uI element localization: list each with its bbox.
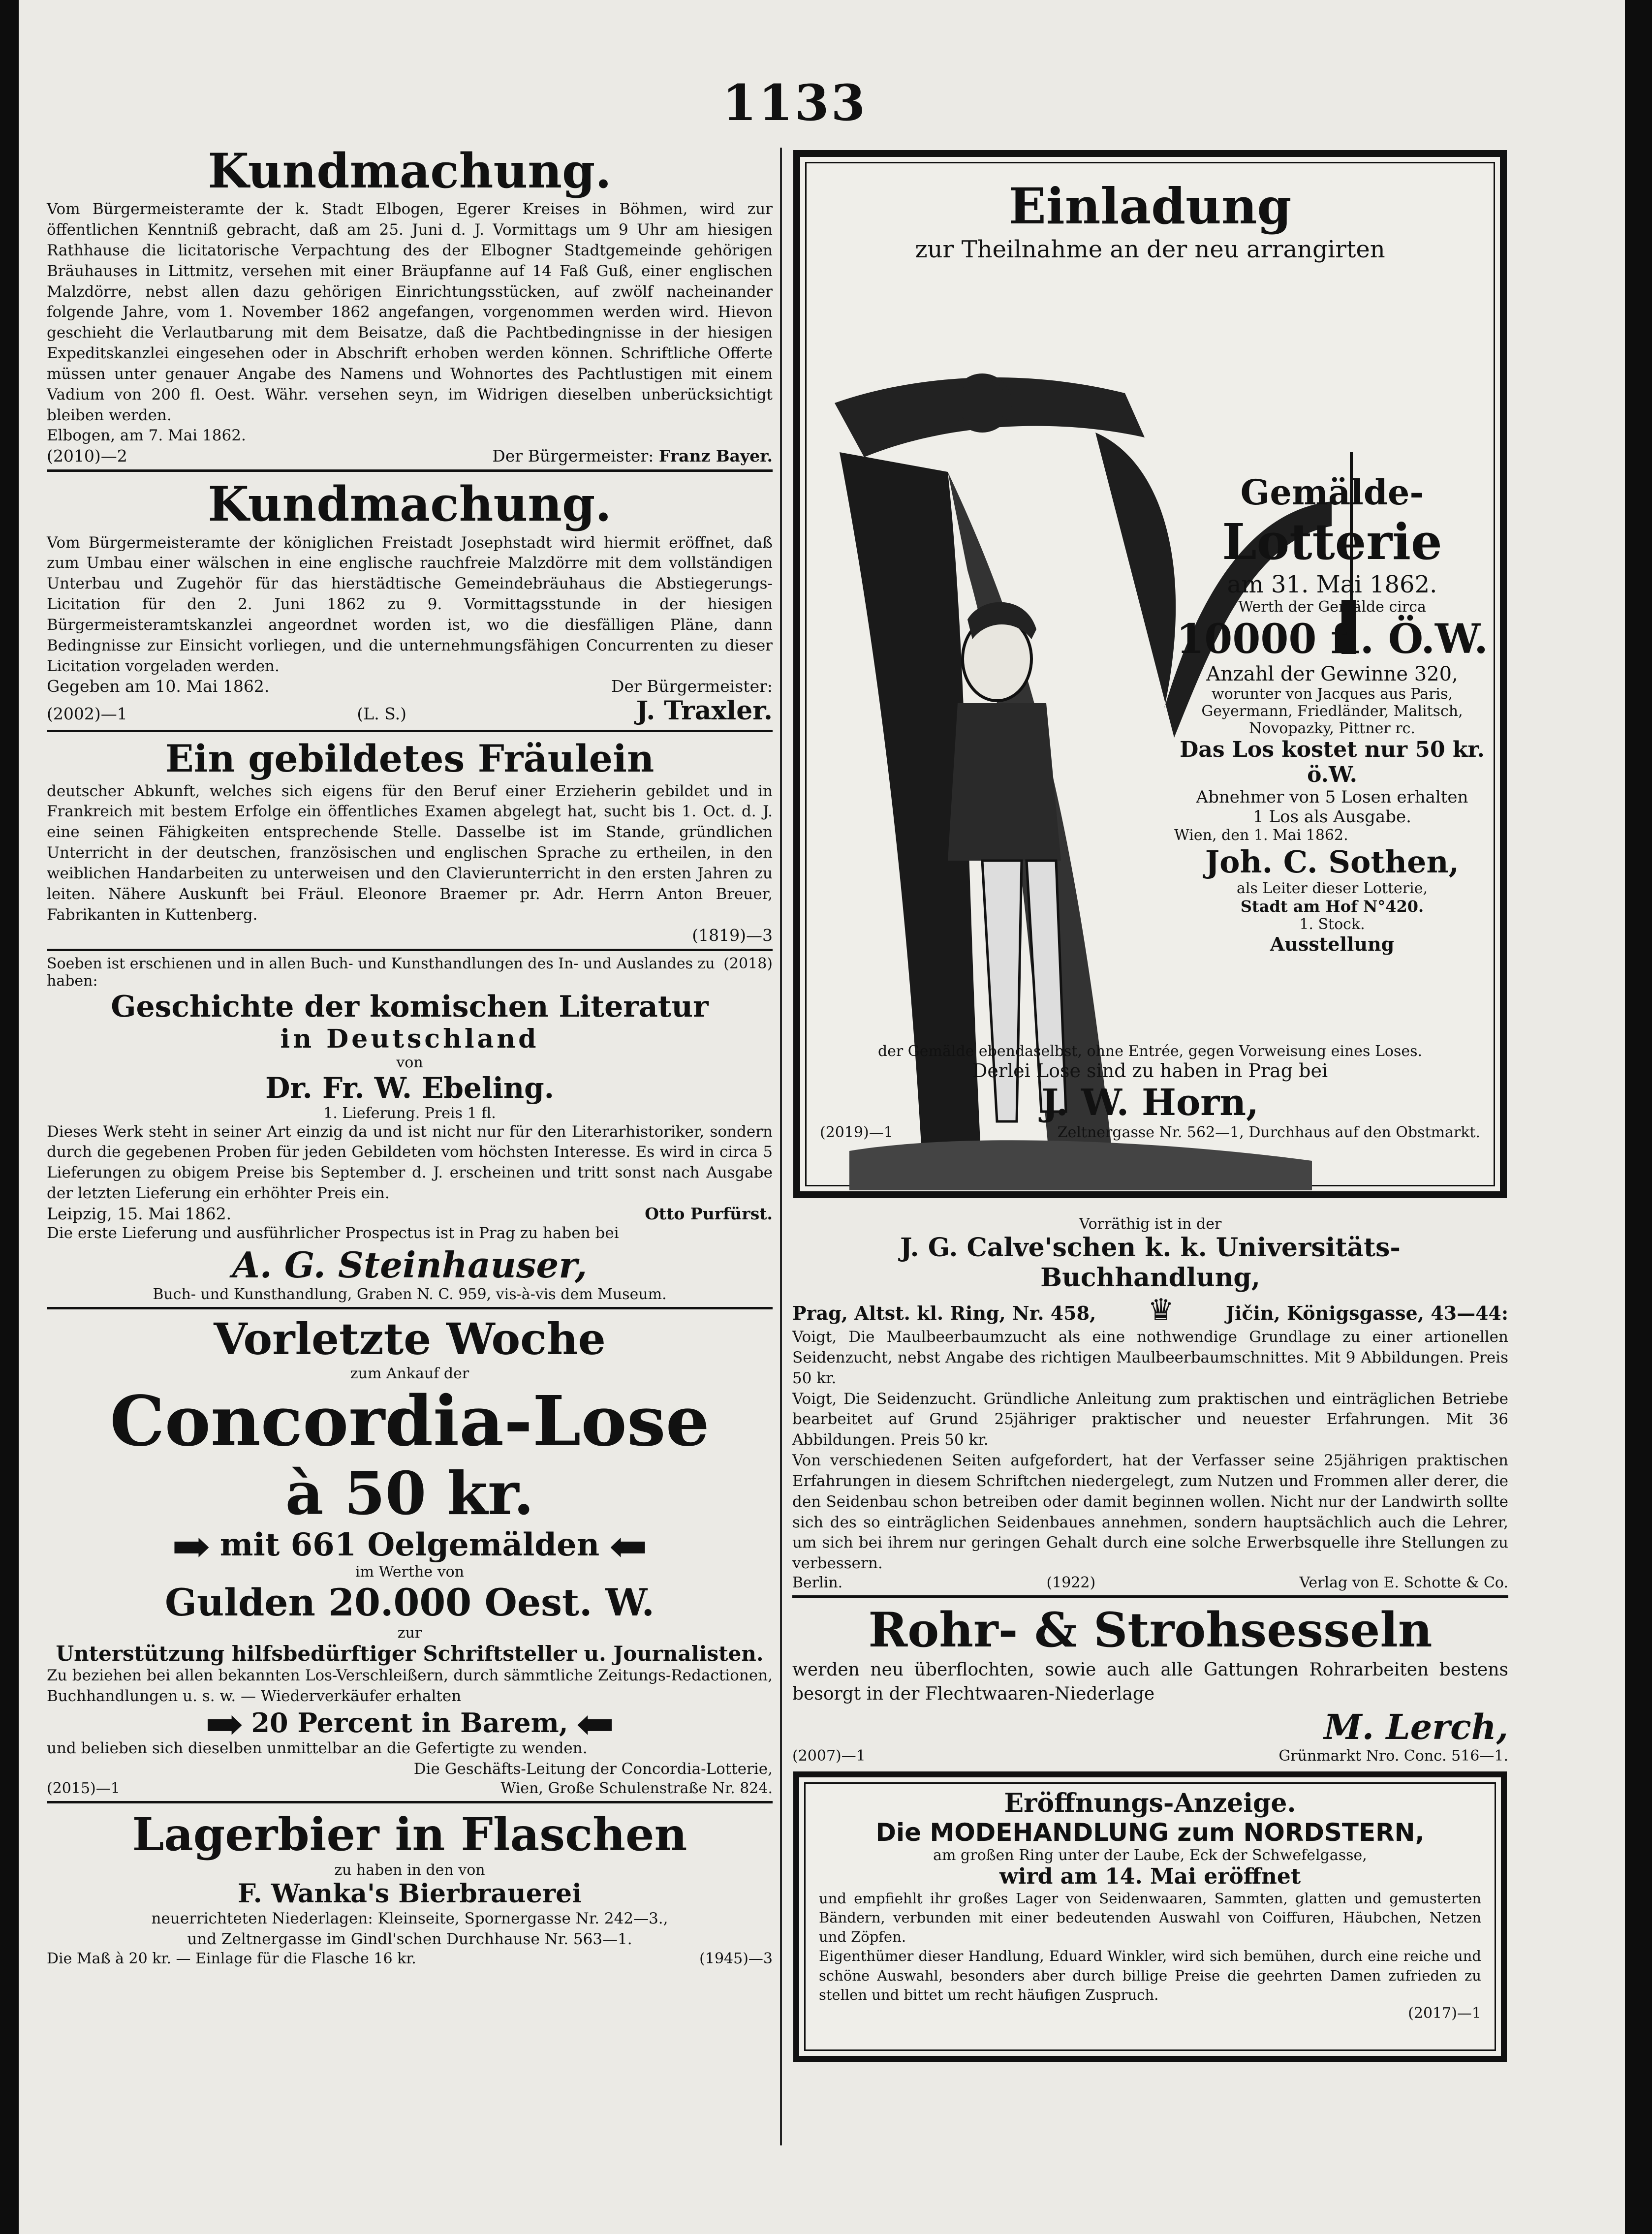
kundmachung-elbogen — [47, 143, 773, 465]
book-lieferung: 1. Lieferung. Preis 1 fl. — [323, 1104, 496, 1122]
sign-name: Franz Bayer. — [658, 446, 773, 466]
calve-l2: J. G. Calve'schen k. k. Universitäts-Buchhandlung, — [900, 1233, 1401, 1293]
pointing-hand-icon — [174, 1538, 209, 1557]
ad-date: Gegeben am 10. Mai 1862. — [47, 677, 270, 696]
pointing-hand-icon — [208, 1715, 242, 1735]
concordia-l2: zum Ankauf der — [350, 1365, 469, 1383]
einladung-frame — [793, 150, 1507, 1198]
lerch-address: Grünmarkt Nro. Conc. 516—1. — [1278, 1747, 1508, 1765]
book-subtitle: in Deutschland — [280, 1024, 539, 1054]
einladung-title: Einladung — [1008, 177, 1292, 235]
ausstellung: Ausstellung — [1270, 933, 1395, 955]
ad-title: Ein gebildetes Fräulein — [165, 737, 655, 781]
ad-lagerbier — [47, 1807, 773, 1967]
divider — [47, 730, 773, 732]
ad-title: Lagerbier in Flaschen — [132, 1807, 687, 1861]
ad-geschichte — [47, 955, 773, 1303]
seal: (L. S.) — [357, 704, 406, 724]
sothen-name: Joh. C. Sothen, — [1205, 844, 1460, 880]
derlei-lose: Derlei Lose sind zu haben in Prag bei — [972, 1060, 1328, 1082]
mode-body2: Eigenthümer dieser Handlung, Eduard Winkler, wird sich bemühen, durch eine reiche und schöne Auswahl, besonders aber durch billige Preise die geehrten Damen zufrieden zu stellen und bittet um recht häufigen Zuspruch. — [819, 1948, 1481, 2003]
calve-city: Berlin. — [792, 1574, 843, 1592]
ad-rohr — [792, 1602, 1508, 1764]
mode-body: und empfiehlt ihr großes Lager von Seidenwaaren, Sammten, glatten und gemusterten Bändern, verbunden mit einer bedeutenden Auswahl von Coiffuren, Häubchen, Netzen und Zöpfen. — [819, 1890, 1481, 1946]
concordia-l8: zur — [397, 1624, 422, 1642]
concordia-l5: mit 661 Oelgemälden — [219, 1526, 600, 1564]
ad-body: Vom Bürgermeisteramte der königlichen Freistadt Josephstadt wird hiermit eröffnet, daß zum Umbau einer wälschen in eine englische rauchfreie Malzdörre mit dem vollständigen Unterbau und Zugehör für das hierstädtische Gemeindebräuhaus die Abstiegerungs-Licitation für den 2. Juni 1862 zu 9. Vormittagsstunde in der hiesigen Bürgermeisteramtskanzlei angeordnet worden ist, wo die diesfälligen Pläne, dann Bedingnisse zur Einsicht vorliegen, und die unternehmungsfähigen Concurrenten zu dieser Licitation vorgeladen werden. — [47, 533, 773, 675]
artists: worunter von Jacques aus Paris, Geyermann, Friedländer, Malitsch, Novopazky, Pittner rc. — [1201, 685, 1463, 737]
book-2: Voigt, Die Seidenzucht. Gründliche Anleitung zum praktischen und einträglichen Betriebe bearbeitet auf Grund 25jähriger praktischer und neuester Erfahrungen. Mit 36 Abbildungen. Preis 50 kr. — [792, 1390, 1508, 1449]
ausstellung-text: der Gemälde ebendaselbst, ohne Entrée, gegen Vorweisung eines Loses. — [877, 1043, 1423, 1060]
book-von: von — [396, 1054, 423, 1071]
ad-body: Vom Bürgermeisteramte der k. Stadt Elbogen, Egerer Kreises in Böhmen, wird zur öffentlichen Kenntniß gebracht, daß am 25. Juni d. J. Vormittags um 9 Uhr am hiesigen Rathhause die licitatorische Verpachtung des der Elbogner Stadtgemeinde gehörigen Bräuhauses in Littmitz, versehen mit einer Bräupfanne auf 14 Faß Guß, einer englischen Malzdörre, nebst allen dazu gehörigen Einrichtungsstücken, auf zwölf nacheinander folgende Jahre, vom 1. November 1862 angefangen, vorgenommen werden wird. Hievon geschieht die Verlautbarung mit dem Beisatze, daß die Pachtbedingnisse in der hiesigen Expeditskanzlei eingesehen oder in Abschrift erhoben werden können. Schriftliche Offerte müssen unter genauer Angabe des Namens und Wohnortes des Pachtlustigen mit einem Vadium von 200 fl. Oest. Währ. versehen seyn, im Widrigen dieselben unberücksichtigt bleiben werden. — [47, 200, 773, 424]
concordia-l9: Unterstützung hilfsbedürftiger Schriftsteller u. Journalisten. — [56, 1642, 764, 1666]
ad-title: Kundmachung. — [208, 476, 612, 532]
calve-l1: Vorräthig ist in der — [1079, 1215, 1222, 1233]
ad-body: Von verschiedenen Seiten aufgefordert, hat der Verfasser seine 25jährigen praktischen Erfahrungen in diesem Schriftchen niedergelegt, zum Nutzen und Frommen aller derer, die den Seidenbau schon betreiben oder damit beginnen wollen. Nicht nur der Landwirth sollte sich des so einträglichen Seidenbaues annehmen, sondern hauptsächlich auch die Lehrer, um sich bei ihrem nur geringen Gehalt durch eine solche Erwerbsquelle ihre Stellungen zu verbessern. — [792, 1452, 1508, 1573]
ad-ref: (1819)—3 — [692, 925, 773, 945]
ad-calve — [792, 1215, 1508, 1591]
ad-intro: Soeben ist erschienen und in allen Buch- und Kunsthandlungen des In- und Auslandes zu haben: — [47, 955, 715, 990]
wien-date: Wien, den 1. Mai 1862. — [1174, 827, 1348, 844]
lagerbier-l3: F. Wanka's Bierbrauerei — [237, 1879, 582, 1909]
lagerbier-l2: zu haben in den von — [334, 1862, 485, 1879]
column-separator — [780, 148, 782, 2145]
ad-ref: (2015)—1 — [47, 1779, 120, 1797]
sign-label: Der Bürgermeister: — [492, 446, 654, 466]
left-column — [47, 143, 773, 1967]
ad-body2: Die erste Lieferung und ausführlicher Prospectus ist in Prag zu haben bei — [47, 1224, 619, 1242]
calve-prag: Prag, Altst. kl. Ring, Nr. 458, — [792, 1302, 1096, 1324]
seller-address: Buch- und Kunsthandlung, Graben N. C. 959, vis-à-vis dem Museum. — [153, 1285, 667, 1303]
ad-body2: und belieben sich dieselben unmittelbar an die Gefertigte zu wenden. — [47, 1739, 588, 1757]
lagerbier-l4: neuerrichteten Niederlagen: Kleinseite, Spornergasse Nr. 242—3., — [151, 1910, 668, 1928]
book-1: Voigt, Die Maulbeerbaumzucht als eine nothwendige Grundlage zu einer artionellen Seidenzucht, nebst Angabe des richtigen Maulbeerbaumschnittes. Mit 9 Abbildungen. Preis 50 kr. — [792, 1328, 1508, 1387]
ad-ref: (2017)—1 — [1408, 2004, 1481, 2022]
ad-sign: Die Geschäfts-Leitung der Concordia-Lotterie, — [413, 1760, 773, 1778]
ad-ref: (2007)—1 — [792, 1747, 866, 1765]
sign-name: J. Traxler. — [636, 696, 773, 726]
ad-address: Wien, Große Schulenstraße Nr. 824. — [500, 1779, 773, 1797]
ad-ref: (2002)—1 — [47, 704, 127, 724]
concordia-l6: im Werthe von — [355, 1563, 465, 1581]
mode-l4: wird am 14. Mai eröffnet — [999, 1864, 1301, 1889]
concordia-l4: à 50 kr. — [285, 1459, 534, 1529]
ad-concordia — [47, 1313, 773, 1797]
concordia-l7: Gulden 20.000 Oest. W. — [165, 1581, 655, 1625]
abnehmer: Abnehmer von 5 Losen erhalten — [1196, 787, 1468, 807]
ad-date: Leipzig, 15. Mai 1862. — [47, 1204, 232, 1223]
horn-address: Zeltnergasse Nr. 562—1, Durchhaus auf den Obstmarkt. — [1057, 1124, 1480, 1141]
lagerbier-l6: Die Maß à 20 kr. — Einlage für die Flasche 16 kr. — [47, 1950, 416, 1967]
pointing-hand-icon — [577, 1715, 612, 1735]
sothen-stock: 1. Stock. — [1299, 916, 1365, 933]
sign-label: Der Bürgermeister: — [611, 677, 773, 696]
lagerbier-l5: und Zeltnergasse im Gindl'schen Durchhause Nr. 563—1. — [187, 1930, 632, 1948]
ad-body: deutscher Abkunft, welches sich eigens für den Beruf einer Erzieherin gebildet und in Frankreich mit bestem Erfolge ein öffentliches Examen abgelegt hat, sucht bis 1. Oct. d. J. eine seinen Fähigkeiten entsprechende Stelle. Dasselbe ist im Stande, gründlichen Unterricht in der deutschen, französischen und englischen Sprache zu ertheilen, in den weiblichen Handarbeiten zu unterweisen und den Clavierunterricht in den ersten Jahren zu leiten. Nähere Auskunft bei Fräul. Eleonore Braemer pr. Adr. Herrn Anton Breuer, Fabrikanten in Kuttenberg. — [47, 782, 773, 924]
calve-jicin: Jičin, Königsgasse, 43—44: — [1225, 1302, 1508, 1324]
eagle-icon: ♛ — [1148, 1293, 1175, 1327]
ad-ref: (2010)—2 — [47, 446, 127, 466]
ad-body: werden neu überflochten, sowie auch alle Gattungen Rohrarbeiten bestens besorgt in der Flechtwaaren-Niederlage — [792, 1660, 1508, 1704]
divider — [792, 1595, 1508, 1598]
ad-fraeulein — [47, 736, 773, 944]
lotterie-label: Lotterie — [1222, 513, 1442, 571]
gratis: 1 Los als Ausgabe. — [1253, 807, 1411, 827]
einladung-sub: zur Theilnahme an der neu arrangirten — [915, 236, 1385, 263]
mode-l3: am großen Ring unter der Laube, Eck der Schwefelgasse, — [933, 1847, 1367, 1864]
pointing-hand-icon — [611, 1538, 645, 1557]
los-price: Das Los kostet nur 50 kr. ö.W. — [1180, 737, 1485, 787]
book-author: Dr. Fr. W. Ebeling. — [265, 1071, 554, 1105]
concordia-l1: Vorletzte Woche — [214, 1313, 606, 1365]
sothen-address: Stadt am Hof N°420. — [1240, 897, 1424, 916]
kundmachung-josephstadt — [47, 476, 773, 726]
mode-l2: Die MODEHANDLUNG zum NORDSTERN, — [875, 1818, 1425, 1847]
scan-edge-left — [0, 0, 19, 2234]
seller-name: A. G. Steinhauser, — [232, 1243, 588, 1286]
ad-body: Dieses Werk steht in seiner Art einzig da und ist nicht nur für den Literarhistoriker, sondern durch die gegebenen Proben für jeden Gebildeten vom höchsten Interesse. Es wird in circa 5 Lieferungen zu obigem Preise bis September d. J. erscheinen und tritt sonst nach Ausgabe der letzten Lieferung ein erhöhter Preis ein. — [47, 1122, 773, 1203]
right-column-lower — [792, 1215, 1508, 1765]
werth-label: Werth der Gemälde circa — [1238, 598, 1426, 616]
lerch-name: M. Lerch, — [1324, 1706, 1508, 1747]
divider — [47, 1307, 773, 1309]
horn-name: J. W. Horn, — [1041, 1082, 1259, 1124]
ad-title: Kundmachung. — [208, 143, 612, 199]
ad-body: Zu beziehen bei allen bekannten Los-Verschleißern, durch sämmtliche Zeitungs-Redactionen, Buchhandlungen u. s. w. — Wiederverkäufer erhalten — [47, 1667, 773, 1706]
publisher: Otto Purfürst. — [645, 1204, 773, 1223]
mode-frame — [793, 1771, 1507, 2062]
page-number: 1133 — [722, 74, 868, 132]
divider — [47, 1801, 773, 1803]
ad-ref: (1945)—3 — [699, 1950, 773, 1967]
scan-edge-right — [1625, 0, 1652, 2234]
einladung-footer — [820, 1043, 1480, 1141]
concordia-l3: Concordia-Lose — [110, 1381, 710, 1462]
gewinne: Anzahl der Gewinne 320, — [1206, 663, 1458, 685]
divider — [47, 469, 773, 472]
ad-ref: (2018) — [723, 955, 773, 972]
gemaelde-label: Gemälde- — [1240, 472, 1424, 513]
lotterie-date: am 31. Mai 1862. — [1227, 571, 1437, 598]
sothen-role: als Leiter dieser Lotterie, — [1236, 880, 1428, 897]
ad-ref: (1922) — [1046, 1574, 1096, 1592]
ad-date: Elbogen, am 7. Mai 1862. — [47, 427, 246, 445]
mode-title: Eröffnungs-Anzeige. — [1004, 1788, 1296, 1818]
ad-title: Rohr- & Strohsesseln — [868, 1602, 1433, 1658]
lotterie-text — [1174, 472, 1490, 955]
concordia-l10: 20 Percent in Barem, — [251, 1707, 568, 1738]
divider — [47, 949, 773, 951]
calve-verlag: Verlag von E. Schotte & Co. — [1299, 1574, 1508, 1592]
ad-ref: (2019)—1 — [820, 1124, 893, 1141]
book-title: Geschichte der komischen Literatur — [111, 989, 709, 1024]
lotterie-amount: 10000 fl. Ö.W. — [1176, 616, 1488, 663]
